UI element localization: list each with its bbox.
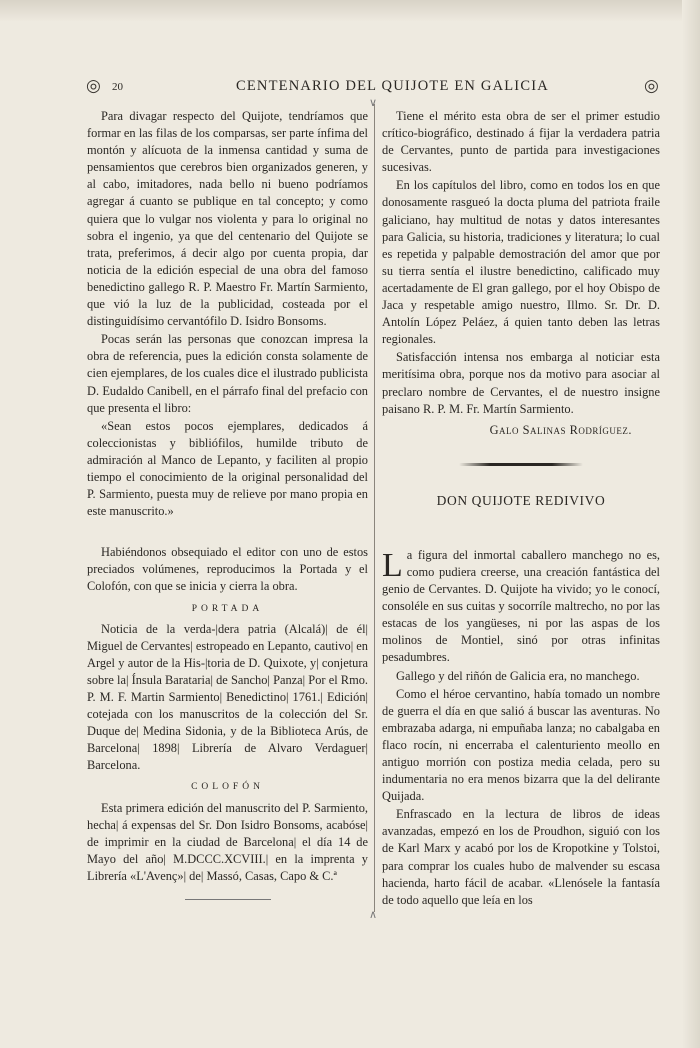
divider-bottom-ornament-icon: ∧ xyxy=(369,909,378,921)
column-divider xyxy=(374,104,375,912)
closing-rule xyxy=(185,899,271,900)
portada-text: Noticia de la verda-|dera patria (Alcalá)| de él| Miguel de Cervantes| estropeado en Lepanto, cautivo| en Argel y autor de la His-|toria de D. Quixote, y| conjetura sobre la| Ínsula Barataria| de Sancho| Panza| Por el Rmo. P. M. F. Martin Sarmiento| Benedictino| 1761.| Edición| cotejada con los manuscritos de la colección del Sr. Duque de| Medina Sidonia, y de la Biblioteca Arús, de Barcelona| 1898| Librería de Alvaro Verdaguer| Barcelona. xyxy=(87,621,368,773)
spiral-ornament-icon: ◎ xyxy=(644,76,659,95)
paragraph: Satisfacción intensa nos embarga al noticiar esta meritísima obra, porque nos da motivo para asociar al preclaro nombre de Cervantes, el de nuestro insigne paisano R. P. M. Fr. Martín Sarmiento. xyxy=(382,350,660,416)
left-column xyxy=(87,108,368,900)
divider-top-ornament-icon: ∨ xyxy=(369,97,378,109)
right-column xyxy=(382,108,660,910)
spiral-ornament-icon: ◎ xyxy=(86,76,101,95)
page-edge xyxy=(682,0,700,1048)
portada-heading: PORTADA xyxy=(191,603,264,614)
paragraph: Tiene el mérito esta obra de ser el primer estudio crítico-biográfico, destinado á fijar la verdadera patria de Cervantes, punto de partida para investigaciones sucesivas. xyxy=(382,109,660,175)
paragraph: Enfrascado en la lectura de libros de ideas avanzadas, empezó en los de Proudhon, siguió con los de Karl Marx y acabó por los de Kropotkine y Tolstoi, para comprar los cuales hubo de malvender su escasa hacienda, harto fácil de acabar. «Llenósele la fantasía de todo aquello que leía en los xyxy=(382,807,660,907)
section-title: DON QUIJOTE REDIVIVO xyxy=(436,492,606,508)
colofon-text: Esta primera edición del manuscrito del P. Sarmiento, hecha| á expensas del Sr. Don Isidro Bonsoms, acabóse| de imprimir en la ciudad de Barcelona| el día 14 de Mayo del año| M.DCCC.XCVIII.| en la imprenta y Librería «L'Avenç»| de| Massó, Casas, Capo & C.ª xyxy=(87,800,368,883)
paragraph-text: a figura del inmortal caballero manchego no es, como pudiera creerse, una creación fantástica del genio de Cervantes. D. Quijote ha vivido; yo le conocí, consoléle en sus cuitas y socorríle maltrecho, no por las estacas de los yangüeses, ni por las aspas de los molinos de Montiel, sinó por otras infinitas pesadumbres. xyxy=(382,547,660,665)
paragraph: Habiéndonos obsequiado el editor con uno de estos preciados volúmenes, reproducimos la Portada y el Colofón, con que se inicia y cierra la obra. xyxy=(87,545,368,594)
paragraph xyxy=(382,547,660,667)
page-top-shadow xyxy=(0,0,700,22)
spacer xyxy=(87,521,368,544)
colofon-heading: COLOFÓN xyxy=(191,782,264,793)
quotation: «Sean estos pocos ejemplares, dedicados á coleccionistas y bibliófilos, humilde tributo de admiración al Manco de Lepanto, y faciliten al propio tiempo el conocimiento de la original personalidad del P. Sarmiento, puesta muy de relieve por mano propia en este manuscrito.» xyxy=(87,418,368,519)
paragraph: Para divagar respecto del Quijote, tendríamos que formar en las filas de los comparsas, ser parte ínfima del montón y alícuota de la inmensa cantidad y suma de pensamientos que cerebros bien organizados generen, y al cabo, imitadores, nada bello ni bueno podríamos agregar á cuanto se publique en tal concepto; y como quiera que lo vulgar nos violenta y para lo original no sobra el ingenio, ya que del centenario del Quijote se trata, preferimos, á decir algo por cuenta propia, dar noticia de la edición especial de una obra del famoso benedictino gallego R. P. Maestro Fr. Martín Sarmiento, que vió la luz de la publicidad, costeada por el distinguidísimo cervantófilo D. Isidro Bonsoms. xyxy=(87,109,368,329)
paragraph: Pocas serán las personas que conozcan impresa la obra de referencia, pues la edición consta solamente de cien ejemplares, de los cuales dice el ilustrado publicista D. Eudaldo Canibell, en el párrafo final del prefacio con que presenta el libro: xyxy=(87,332,368,415)
drop-cap: L xyxy=(382,546,403,584)
paragraph: En los capítulos del libro, como en todos los en que donosamente rasgueó la docta pluma del patriota fraile galiciano, hay multitud de notas y datos interesantes para Galicia, su historia, tradiciones y literatura; lo cual es repetida y palpable demostración del amor que por su tierra sentía el ilustre benedictino, calificado muy acertadamente de El gran gallego, por el hoy Obispo de Jaca y respetable amigo nuestro, Illmo. Sr. Dr. D. Antolín López Peláez, á quien tanto deben las letras regionales. xyxy=(382,178,660,347)
paragraph: Como el héroe cervantino, había tomado un nombre de guerra el día en que salió á buscar las aventuras. No embrazaba adarga, ni empuñaba lanza; no cabalgaba en flaco rocín, ni encerraba el calenturiento meollo en antiguo morrión con postiza media celada, pero su indumentaria no era menos bizarra que la del delirante Quijada. xyxy=(382,686,660,804)
running-title: CENTENARIO DEL QUIJOTE EN GALICIA xyxy=(236,78,549,94)
section-separator xyxy=(459,463,583,466)
page-number: 20 xyxy=(112,81,123,93)
paragraph: Gallego y del riñón de Galicia era, no manchego. xyxy=(396,668,640,683)
author-signature: Galo Salinas Rodríguez. xyxy=(489,422,632,437)
